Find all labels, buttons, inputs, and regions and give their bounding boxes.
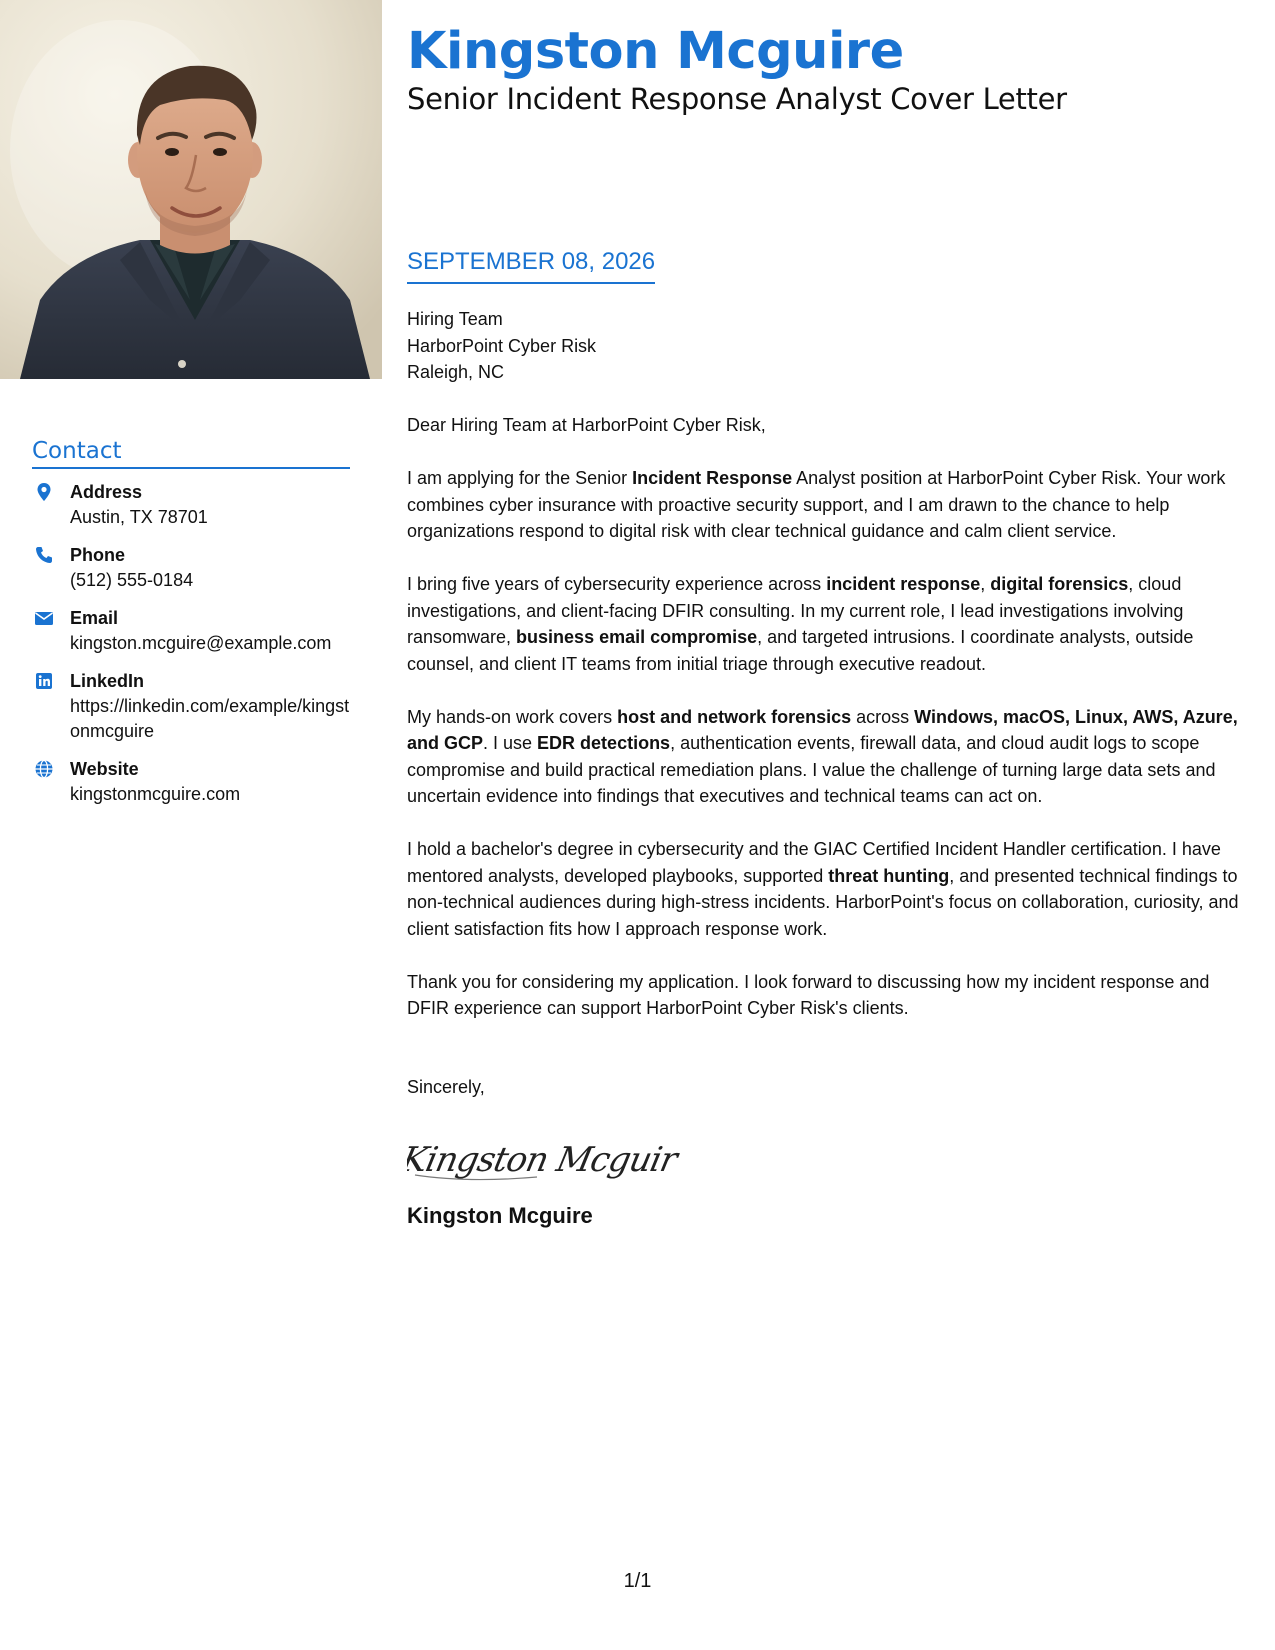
applicant-name: Kingston Mcguire <box>407 22 904 81</box>
text-run: , authentication events, firewall data, and cloud audit logs to scope compromise and build practical remediation plans. I value the challenge of turning large data sets and uncertain evidence into findings that executives and technical teams can act on. <box>407 733 1216 806</box>
contact-linkedin <box>32 669 352 744</box>
text-run: Analyst position at HarborPoint Cyber Risk. Your work combines cyber insurance with proactive security support, and I am drawn to the chance to help organizations respond to digital risk with clear technical guidance and calm client service. <box>407 468 1226 541</box>
contact-phone <box>32 543 352 593</box>
letter-paragraph <box>407 571 1245 677</box>
salutation: Dear Hiring Team at HarborPoint Cyber Risk, <box>407 415 766 435</box>
email-icon <box>34 608 54 628</box>
bold-phrase: business email compromise <box>516 627 758 647</box>
profile-photo <box>0 0 382 379</box>
bold-phrase: EDR detections <box>537 733 671 753</box>
website-value[interactable]: kingstonmcguire.com <box>70 784 241 804</box>
globe-icon <box>34 759 54 779</box>
phone-value: (512) 555-0184 <box>70 570 194 590</box>
recipient-line: Hiring Team <box>407 309 503 329</box>
linkedin-label: LinkedIn <box>70 671 145 691</box>
contact-address <box>32 480 352 530</box>
text-run: I hold a bachelor's degree in cybersecurity and the GIAC Certified Incident Handler certification. I have mentored analysts, developed playbooks, supported <box>407 839 1221 886</box>
recipient-line: Raleigh, NC <box>407 362 505 382</box>
contact-email <box>32 606 352 656</box>
phone-icon <box>34 545 54 565</box>
contact-website <box>32 757 352 807</box>
bold-phrase: Incident Response <box>632 468 793 488</box>
page-number: 1/1 <box>623 1570 652 1592</box>
letter-paragraph <box>407 465 1245 545</box>
website-label: Website <box>70 759 139 779</box>
text-run: , and presented technical findings to non-technical audiences during high-stress incidents. HarborPoint's focus on collaboration, curiosity, and client satisfaction fits how I approach response work. <box>407 865 1239 939</box>
document-subtitle: Senior Incident Response Analyst Cover Letter <box>407 82 1067 116</box>
linkedin-icon <box>34 671 54 691</box>
email-label: Email <box>70 608 119 628</box>
signer-name: Kingston Mcguire <box>407 1202 593 1228</box>
text-run: I am applying for the Senior <box>407 468 633 488</box>
recipient-line: HarborPoint Cyber Risk <box>407 335 597 356</box>
text-run: My hands-on work covers <box>407 706 618 727</box>
text-run: , <box>980 574 991 594</box>
bold-phrase: host and network forensics <box>617 706 852 727</box>
letter-body <box>407 306 1245 1229</box>
bold-phrase: incident response <box>826 574 981 594</box>
address-value: Austin, TX 78701 <box>70 507 208 527</box>
bold-phrase: digital forensics <box>990 574 1129 594</box>
letter-paragraph <box>407 969 1245 1022</box>
letter-date: SEPTEMBER 08, 2026 <box>407 248 655 284</box>
email-value[interactable]: kingston.mcguire@example.com <box>70 633 332 653</box>
location-pin-icon <box>34 482 54 502</box>
text-run: , and targeted intrusions. I coordinate analysts, outside counsel, and client IT teams from initial triage through executive readout. <box>407 627 1194 674</box>
bold-phrase: Windows, macOS, Linux, AWS, Azure, and GCP <box>407 706 1238 753</box>
contact-list <box>32 480 352 820</box>
letter-paragraph <box>407 704 1245 810</box>
letter-paragraph <box>407 836 1245 942</box>
text-run: , cloud investigations, and client-facing DFIR consulting. In my current role, I lead investigations involving ransomware, <box>407 574 1184 647</box>
recipient-block <box>407 306 1245 386</box>
linkedin-value[interactable]: https://linkedin.com/example/kingstonmcguire <box>70 696 350 741</box>
phone-label: Phone <box>70 545 126 565</box>
address-label: Address <box>70 482 143 502</box>
text-run: I bring five years of cybersecurity experience across <box>407 574 827 594</box>
text-run: Thank you for considering my application. I look forward to discussing how my incident response and DFIR experience can support HarborPoint Cyber Risk's clients. <box>407 971 1210 1018</box>
signature-text: Kingston Mcguir <box>407 1139 680 1180</box>
contact-heading: Contact <box>32 438 350 469</box>
bold-phrase: threat hunting <box>828 865 950 886</box>
text-run: . I use <box>483 733 538 753</box>
handwritten-signature <box>407 1127 1245 1193</box>
closing: Sincerely, <box>407 1076 485 1097</box>
text-run: across <box>851 706 915 727</box>
